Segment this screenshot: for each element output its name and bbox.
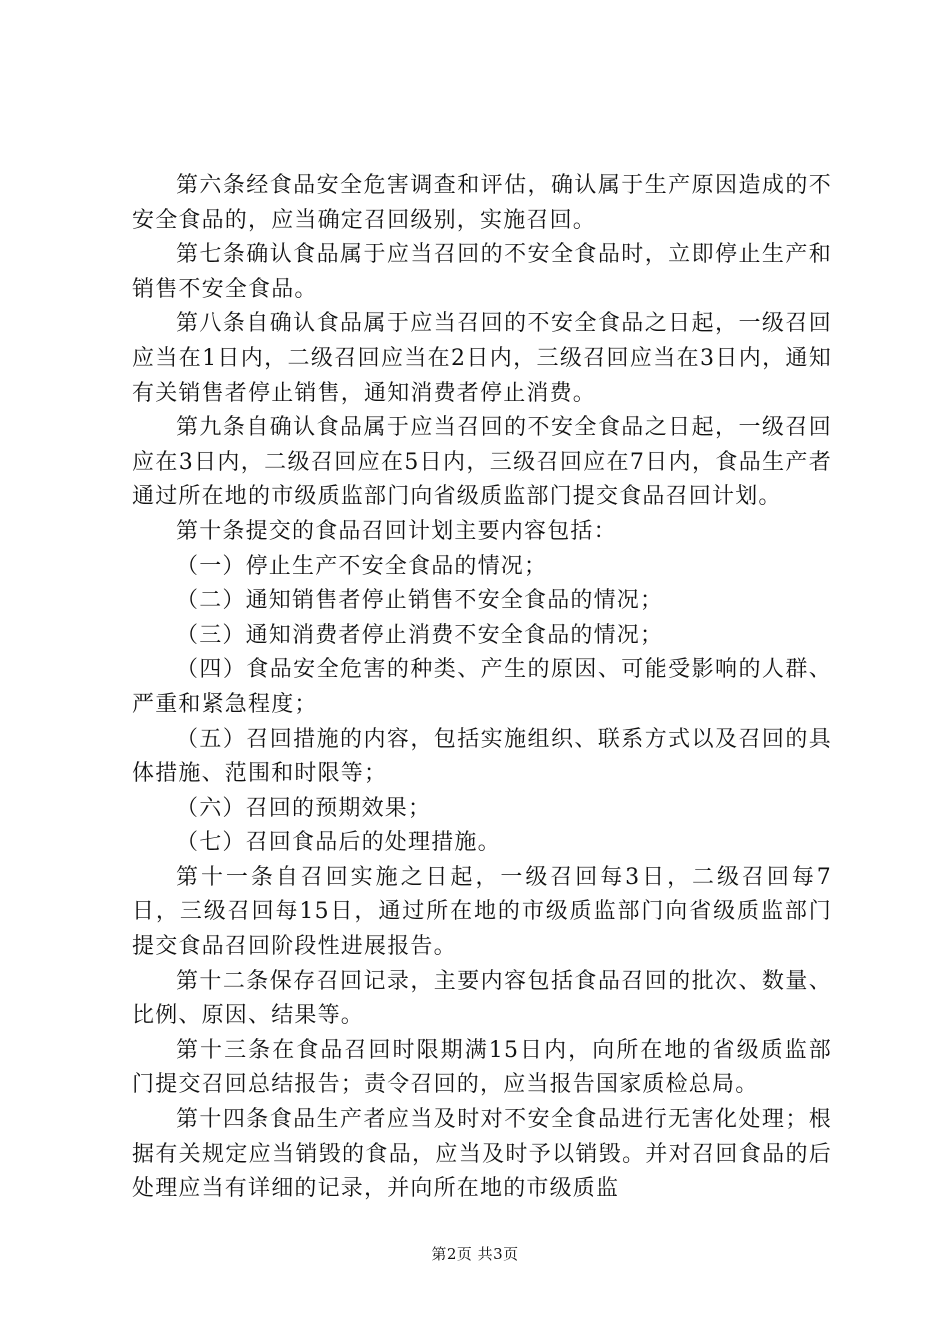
list-item-6: （六）召回的预期效果； (176, 795, 432, 821)
list-item-7: （七）召回食品后的处理措施。 (176, 830, 501, 856)
list-item-5: （五）召回措施的内容，包括实施组织、联系方式以及召回的具体措施、范围和时限等； (132, 726, 832, 787)
article-10-paragraph: 第十条提交的食品召回计划主要内容包括： (176, 518, 617, 544)
article-7-paragraph: 第七条确认食品属于应当召回的不安全食品时，立即停止生产和销售不安全食品。 (132, 242, 832, 302)
article-13-paragraph: 第十三条在食品召回时限期满15日内，向所在地的省级质监部门提交召回总结报告；责令召回的，应当报告国家质检总局。 (132, 1037, 832, 1098)
article-11-paragraph: 第十一条自召回实施之日起，一级召回每3日，二级召回每7日，三级召回每15日，通过所在地的市级质监部门向省级质监部门提交食品召回阶段性进展报告。 (132, 864, 832, 960)
list-item-3: （三）通知消费者停止消费不安全食品的情况； (176, 622, 664, 648)
article-9-paragraph: 第九条自确认食品属于应当召回的不安全食品之日起，一级召回应在3日内，二级召回应在5日内，三级召回应在7日内，食品生产者通过所在地的市级质监部门向省级质监部门提交食品召回计划。 (132, 415, 832, 510)
list-item-4: （四）食品安全危害的种类、产生的原因、可能受影响的人群、严重和紧急程度； (132, 657, 832, 717)
document-body (132, 169, 832, 1207)
list-item-1: （一）停止生产不安全食品的情况； (176, 553, 548, 579)
article-6-paragraph: 第六条经食品安全危害调查和评估，确认属于生产原因造成的不安全食品的，应当确定召回级别，实施召回。 (132, 173, 832, 233)
article-8-paragraph: 第八条自确认食品属于应当召回的不安全食品之日起，一级召回应当在1日内，二级召回应当在2日内，三级召回应当在3日内，通知有关销售者停止销售，通知消费者停止消费。 (132, 311, 832, 406)
article-14-paragraph: 第十四条食品生产者应当及时对不安全食品进行无害化处理；根据有关规定应当销毁的食品，应当及时予以销毁。并对召回食品的后处理应当有详细的记录，并向所在地的市级质监 (132, 1107, 832, 1202)
list-item-2: （二）通知销售者停止销售不安全食品的情况； (176, 588, 664, 614)
article-12-paragraph: 第十二条保存召回记录，主要内容包括食品召回的批次、数量、比例、原因、结果等。 (132, 968, 832, 1029)
page-number-footer: 第2页 共3页 (431, 1245, 519, 1263)
